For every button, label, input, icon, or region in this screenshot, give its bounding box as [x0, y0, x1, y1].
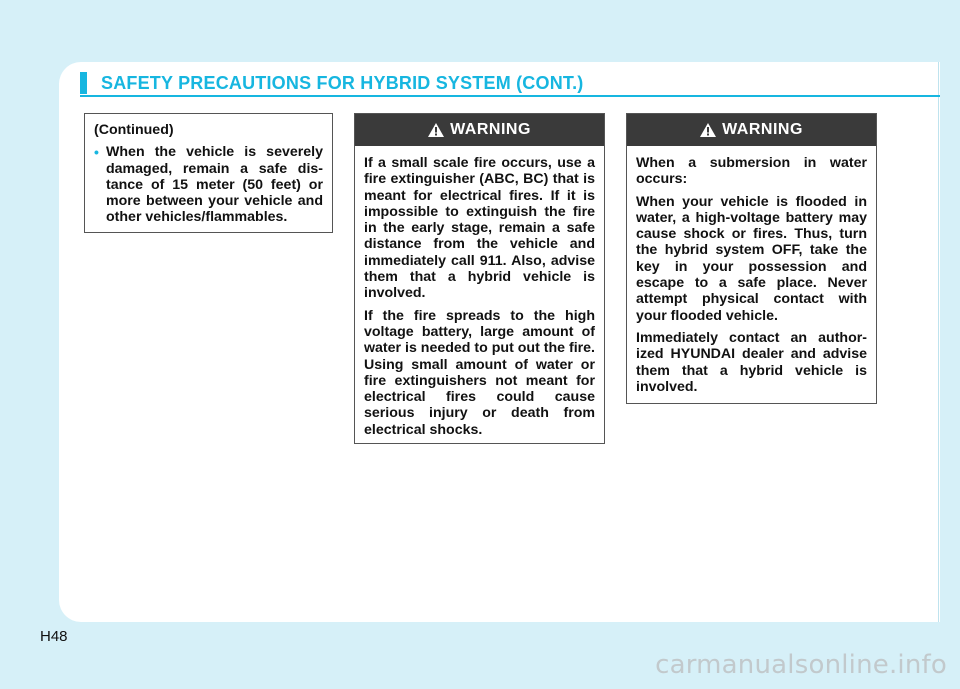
bullet-icon: • — [94, 144, 99, 161]
page-edge-line — [938, 62, 939, 622]
warning-body — [627, 146, 876, 395]
warning-paragraph: Immediately contact an author-ized HYUNDAI dealer and advise them that a hybrid vehicle is involved. — [636, 329, 867, 395]
bullet-item — [94, 144, 323, 231]
warning-paragraph: If a small scale fire occurs, use a fire extinguisher (ABC, BC) that is meant for electrical fires. If it is impossible to extinguish the fire in the early stage, remain a safe distance from the vehicle and immediately call 911. Also, advise them that a hybrid vehicle is involved. — [364, 155, 595, 302]
warning-box-submersion — [626, 113, 877, 404]
section-title: SAFETY PRECAUTIONS FOR HYBRID SYSTEM (CONT.) — [101, 73, 584, 93]
warning-paragraph: When a submersion in water occurs: — [636, 155, 867, 188]
watermark-text: carmanualsonline.info — [655, 650, 947, 680]
title-accent-bar — [80, 72, 87, 94]
warning-paragraph: If the fire spreads to the high voltage battery, large amount of water is needed to put out the fire. Using small amount of water or fire extinguishers not meant for electrical fires could cause serious injury or death from electrical shocks. — [364, 307, 595, 438]
page-number: H48 — [40, 628, 68, 645]
warning-triangle-icon — [700, 123, 716, 137]
warning-body — [355, 146, 604, 438]
warning-label: WARNING — [722, 121, 803, 138]
continued-heading: (Continued) — [94, 122, 174, 138]
warning-box-fire — [354, 113, 605, 444]
warning-paragraph: When your vehicle is flooded in water, a high-voltage battery may cause shock or fires. Thus, turn the hybrid system OFF, take the key in your possession and escape to a safe place. Never attempt physical contact with your flooded vehicle. — [636, 193, 867, 324]
continued-box — [84, 113, 333, 233]
warning-header — [355, 114, 604, 146]
bullet-text: When the vehicle is severely damaged, remain a safe dis-tance of 15 meter (50 feet) or more between your vehicle and other vehicles/flammables. — [106, 144, 323, 226]
title-rule — [80, 95, 940, 97]
warning-triangle-icon — [428, 123, 444, 137]
warning-header — [627, 114, 876, 146]
warning-label: WARNING — [450, 121, 531, 138]
